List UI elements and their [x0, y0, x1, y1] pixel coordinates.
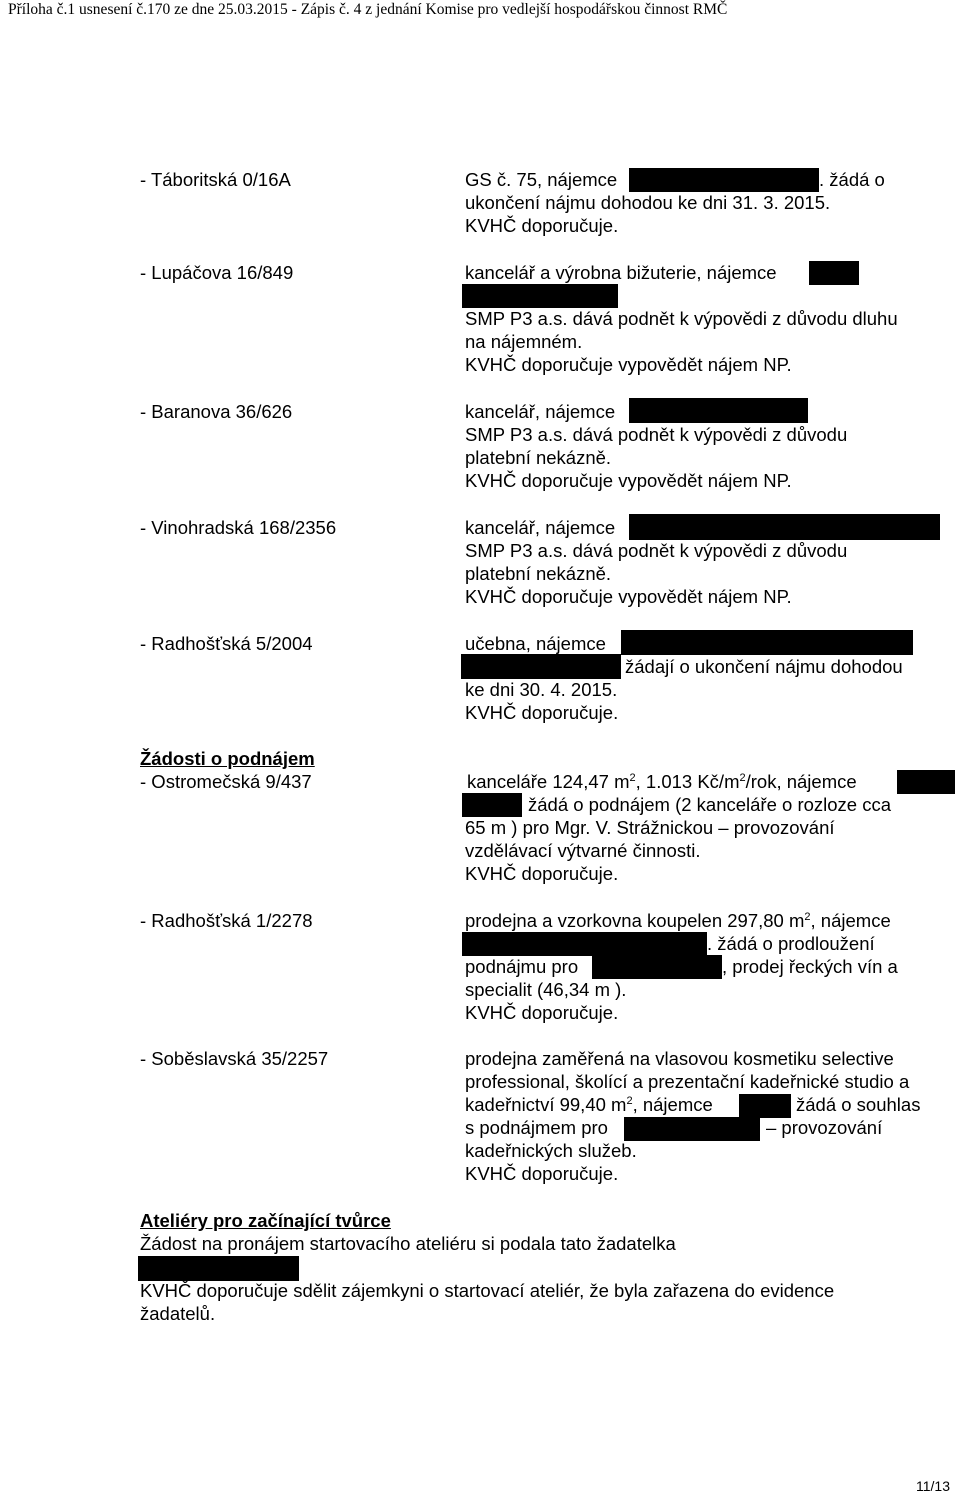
- entry-text: kancelář a výrobna bižuterie, nájemce: [465, 262, 777, 283]
- entry-recommendation: KVHČ doporučuje.: [465, 863, 619, 884]
- redaction-block: [621, 630, 913, 655]
- entry-recommendation: KVHČ doporučuje.: [465, 1163, 619, 1184]
- entry-text: ukončení nájmu dohodou ke dni 31. 3. 2015.: [465, 192, 831, 213]
- entry-recommendation: KVHČ doporučuje.: [465, 215, 619, 236]
- entry-recommendation: KVHČ doporučuje vypovědět nájem NP.: [465, 354, 792, 375]
- entry-recommendation: KVHČ doporučuje.: [465, 702, 619, 723]
- entry-text: prodejna a vzorkovna koupelen 297,80 $m^2$, nájemce: [465, 910, 891, 931]
- entry-text: podnájmu pro: [465, 956, 579, 977]
- entry-text: na nájemném.: [465, 331, 583, 352]
- entry-text: učebna, nájemce: [465, 633, 606, 654]
- entry-text: . žádá o: [819, 169, 885, 190]
- entry-recommendation: KVHČ doporučuje vypovědět nájem NP.: [465, 470, 792, 491]
- entry-text: kancelář, nájemce: [465, 401, 616, 422]
- ateliery-recommendation: KVHČ doporučuje sdělit zájemkyni o startovací ateliér, že byla zařazena do evidence: [140, 1280, 835, 1301]
- page-header: Příloha č.1 usnesení č.170 ze dne 25.03.2015 - Zápis č. 4 z jednání Komise pro vedlejší hospodářskou činnost RMČ: [8, 1, 728, 18]
- entry-label-radhostska1: - Radhošťská 1/2278: [140, 910, 313, 931]
- entry-label-radhostska5: - Radhošťská 5/2004: [140, 633, 313, 654]
- entry-text: GS č. 75, nájemce: [465, 169, 618, 190]
- entry-text: s podnájmem pro: [465, 1117, 608, 1138]
- redaction-block: [462, 932, 707, 956]
- entry-text: SMP P3 a.s. dává podnět k výpovědi z důvodu: [465, 540, 848, 561]
- section-heading-ateliery: Ateliéry pro začínající tvůrce: [140, 1210, 391, 1231]
- redaction-block: [629, 398, 808, 423]
- entry-text: SMP P3 a.s. dává podnět k výpovědi z důvodu: [465, 424, 848, 445]
- entry-label-vinohradska: - Vinohradská 168/2356: [140, 517, 337, 538]
- entry-text: . žádá o prodloužení: [707, 933, 875, 954]
- entry-text: , prodej řeckých vín a: [722, 956, 898, 977]
- redaction-block: [624, 1117, 760, 1141]
- entry-recommendation: KVHČ doporučuje vypovědět nájem NP.: [465, 586, 792, 607]
- entry-text: 65 m ) pro Mgr. V. Strážnickou – provozování: [465, 817, 835, 838]
- entry-text: žádá o souhlas: [796, 1094, 921, 1115]
- section-heading-podnajem: Žádosti o podnájem: [140, 748, 315, 769]
- redaction-block: [462, 284, 618, 308]
- entry-label-taboritska: - Táboritská 0/16A: [140, 169, 291, 190]
- redaction-block: [809, 261, 859, 285]
- redaction-block: [138, 1256, 299, 1281]
- entry-text: kancelář, nájemce: [465, 517, 616, 538]
- entry-label-ostromecska: - Ostromečská 9/437: [140, 771, 312, 792]
- entry-text: vzdělávací výtvarné činnosti.: [465, 840, 701, 861]
- entry-text: žádá o podnájem (2 kanceláře o rozloze cca: [528, 794, 892, 815]
- entry-text: kadeřnictví 99,40 $m^2$, nájemce: [465, 1094, 713, 1115]
- page-number: 11/13: [916, 1478, 950, 1494]
- entry-text: platební nekázně.: [465, 447, 612, 468]
- entry-text: platební nekázně.: [465, 563, 612, 584]
- redaction-block: [629, 168, 819, 192]
- entry-label-soboslavska: - Soběslavská 35/2257: [140, 1048, 329, 1069]
- entry-label-lupacova: - Lupáčova 16/849: [140, 262, 294, 283]
- entry-text: – provozování: [766, 1117, 883, 1138]
- redaction-block: [897, 770, 955, 794]
- entry-text: kanceláře 124,47 $m^2$, 1.013 $Kč/m^2$/rok, nájemce: [467, 771, 857, 792]
- entry-text: professional, školící a prezentační kadeřnické studio a: [465, 1071, 910, 1092]
- entry-recommendation: KVHČ doporučuje.: [465, 1002, 619, 1023]
- redaction-block: [739, 1094, 791, 1118]
- redaction-block: [592, 955, 722, 979]
- ateliery-text: Žádost na pronájem startovacího ateliéru si podala tato žadatelka: [140, 1233, 676, 1254]
- entry-label-baranova: - Baranova 36/626: [140, 401, 293, 422]
- redaction-block: [461, 654, 621, 679]
- ateliery-text: žadatelů.: [140, 1303, 216, 1324]
- entry-text: prodejna zaměřená na vlasovou kosmetiku selective: [465, 1048, 894, 1069]
- redaction-block: [462, 793, 522, 817]
- entry-text: ke dni 30. 4. 2015.: [465, 679, 618, 700]
- entry-text: žádají o ukončení nájmu dohodou: [625, 656, 903, 677]
- entry-text: specialit (46,34 m ).: [465, 979, 627, 1000]
- redaction-block: [629, 514, 940, 540]
- entry-text: SMP P3 a.s. dává podnět k výpovědi z důvodu dluhu: [465, 308, 898, 329]
- entry-text: kadeřnických služeb.: [465, 1140, 637, 1161]
